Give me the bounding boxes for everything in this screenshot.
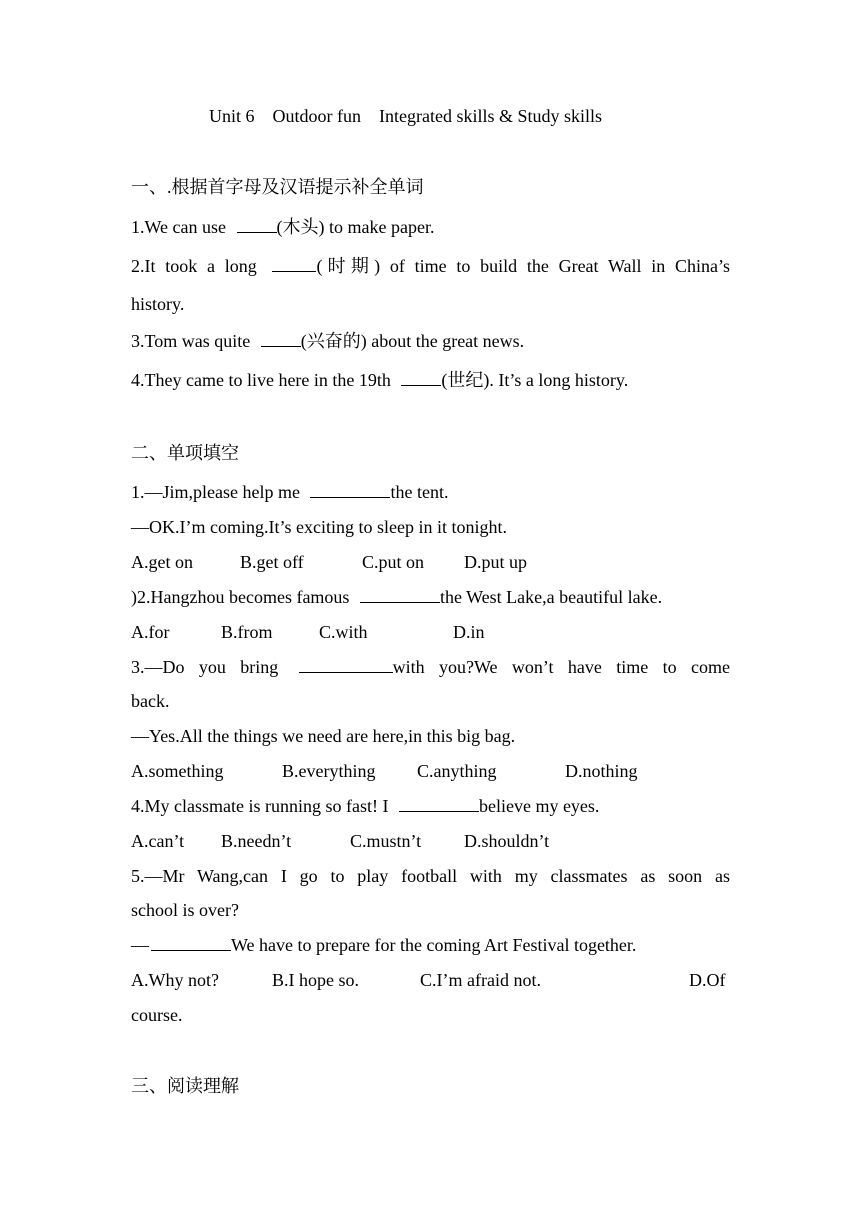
s2-q1-text-after: the tent. xyxy=(390,482,449,502)
s2-question-3 xyxy=(131,656,730,678)
s2-q3-option-d[interactable]: D.nothing xyxy=(565,761,638,781)
section3-heading: 三、阅读理解 xyxy=(131,1076,239,1096)
answer-blank[interactable] xyxy=(261,330,301,347)
s1-q2-text: 2.It took a long xyxy=(131,256,267,276)
answer-blank[interactable] xyxy=(272,255,316,272)
s2-q1-option-d[interactable]: D.put up xyxy=(464,552,527,572)
s2-q4-text-after: believe my eyes. xyxy=(478,796,600,816)
s2-q4-option-a[interactable]: A.can’t xyxy=(131,831,185,851)
s1-question-3 xyxy=(131,330,524,352)
s2-q3-option-c[interactable]: C.anything xyxy=(417,761,497,781)
s2-q3-option-a[interactable]: A.something xyxy=(131,761,224,781)
s2-q5-option-d[interactable]: D.Of xyxy=(689,970,726,990)
s2-question-4 xyxy=(131,795,599,817)
s2-q2-text-after: the West Lake,a beautiful lake. xyxy=(439,587,663,607)
s2-q3-text-after: with you?We won’t have time to come xyxy=(392,657,730,677)
page-title: Unit 6 Outdoor fun Integrated skills & Study skills xyxy=(209,106,602,126)
answer-blank[interactable] xyxy=(299,656,393,673)
section2-heading: 二、单项填空 xyxy=(131,443,239,463)
s1-q3-text-after: (兴奋的) about the great news. xyxy=(300,331,525,351)
answer-blank[interactable] xyxy=(399,795,479,812)
s1-question-4 xyxy=(131,369,628,391)
s1-question-2 xyxy=(131,255,730,277)
s2-q3-continuation: back. xyxy=(131,691,170,711)
s2-q3-option-b[interactable]: B.everything xyxy=(282,761,376,781)
s2-q4-option-b[interactable]: B.needn’t xyxy=(221,831,292,851)
s2-q5-reply-text: We have to prepare for the coming Art Festival together. xyxy=(231,935,637,955)
s1-q2-text-after: (时期) of time to build the Great Wall in China’s xyxy=(316,256,730,276)
s2-question-1 xyxy=(131,481,448,503)
s2-q2-option-d[interactable]: D.in xyxy=(453,622,485,642)
s2-q1-option-a[interactable]: A.get on xyxy=(131,552,193,572)
s1-q2-continuation: history. xyxy=(131,294,185,314)
s2-q5-reply-dash: — xyxy=(131,935,149,955)
s1-q1-text: 1.We can use xyxy=(131,217,231,237)
s2-question-5: 5.—Mr Wang,can I go to play football with my classmates as soon as xyxy=(131,866,730,886)
s2-q3-reply: —Yes.All the things we need are here,in this big bag. xyxy=(131,726,516,746)
answer-blank[interactable] xyxy=(237,216,277,233)
s2-q4-option-c[interactable]: C.mustn’t xyxy=(350,831,422,851)
s1-q3-text: 3.Tom was quite xyxy=(131,331,255,351)
s2-q5-option-b[interactable]: B.I hope so. xyxy=(272,970,359,990)
s2-q2-option-a[interactable]: A.for xyxy=(131,622,170,642)
s1-q1-text-after: (木头) to make paper. xyxy=(276,217,435,237)
section1-heading: 一、.根据首字母及汉语提示补全单词 xyxy=(131,177,424,197)
s2-q2-option-c[interactable]: C.with xyxy=(319,622,368,642)
s2-q4-text: 4.My classmate is running so fast! I xyxy=(131,796,393,816)
s2-q5-option-c[interactable]: C.I’m afraid not. xyxy=(420,970,541,990)
answer-blank[interactable] xyxy=(151,934,231,951)
s2-q2-text: )2.Hangzhou becomes famous xyxy=(131,587,354,607)
s2-q4-option-d[interactable]: D.shouldn’t xyxy=(464,831,550,851)
s2-q3-text: 3.—Do you bring xyxy=(131,657,293,677)
s2-q1-option-b[interactable]: B.get off xyxy=(240,552,304,572)
s2-q1-reply: —OK.I’m coming.It’s exciting to sleep in it tonight. xyxy=(131,517,507,537)
s1-q4-text: 4.They came to live here in the 19th xyxy=(131,370,396,390)
answer-blank[interactable] xyxy=(360,586,440,603)
s1-q4-text-after: (世纪). It’s a long history. xyxy=(441,370,629,390)
s2-question-2 xyxy=(131,586,662,608)
s2-q5-continuation: school is over? xyxy=(131,900,239,920)
s2-q1-option-c[interactable]: C.put on xyxy=(362,552,425,572)
s2-q2-option-b[interactable]: B.from xyxy=(221,622,273,642)
answer-blank[interactable] xyxy=(401,369,441,386)
s2-q5-option-d-continuation: course. xyxy=(131,1005,183,1025)
answer-blank[interactable] xyxy=(310,481,390,498)
s2-q1-text: 1.—Jim,please help me xyxy=(131,482,305,502)
s2-q5-reply xyxy=(131,934,636,956)
s2-q5-option-a[interactable]: A.Why not? xyxy=(131,970,219,990)
s1-question-1 xyxy=(131,216,434,238)
